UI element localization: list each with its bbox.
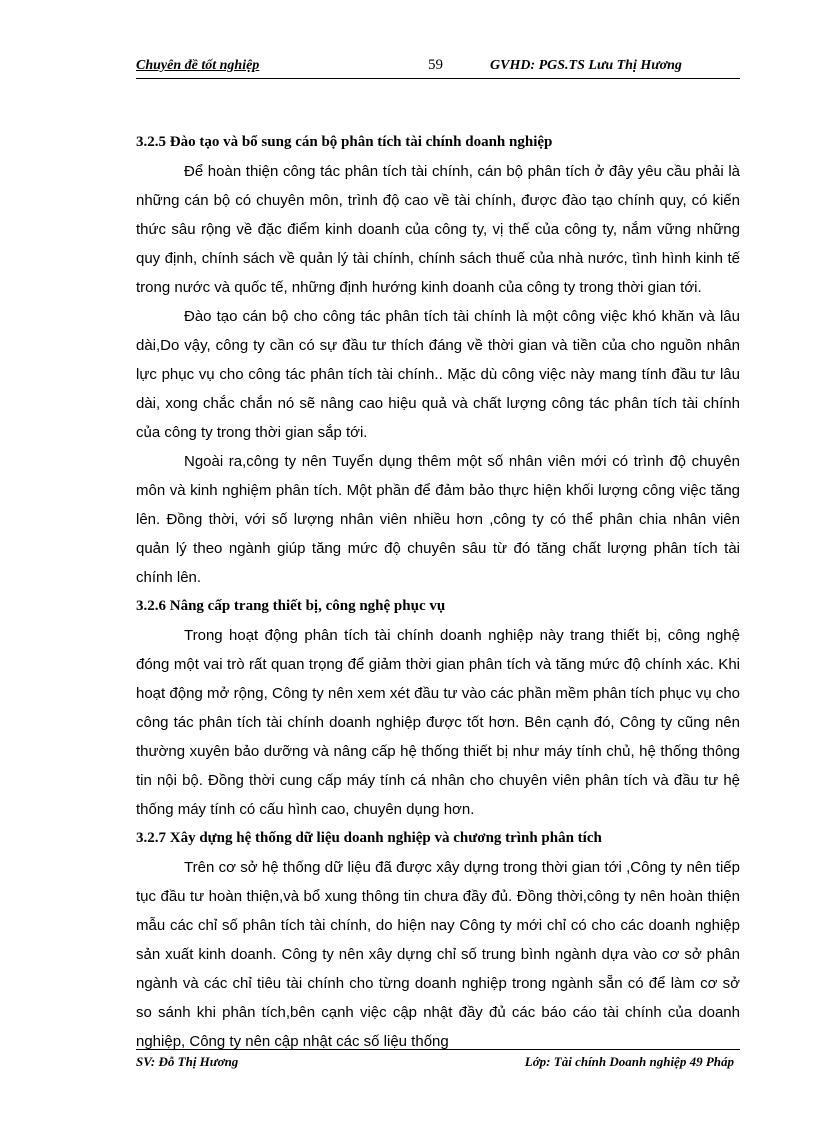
- paragraph: Đào tạo cán bộ cho công tác phân tích tài chính là một công việc khó khăn và lâu dài,Do vậy, công ty cần có sự đầu tư thích đáng về thời gian và tiền của cho nguồn nhân lực phục vụ cho công tác phân tích tài chính.. Mặc dù công việc này mang tính đầu tư lâu dài, xong chắc chắn nó sẽ nâng cao hiệu quả và chất lượng công tác phân tích tài chính của công ty trong thời gian sắp tới.: [136, 308, 740, 441]
- footer-student-name: SV: Đỗ Thị Hương: [136, 1054, 239, 1069]
- paragraph: Để hoàn thiện công tác phân tích tài chính, cán bộ phân tích ở đây yêu cầu phải là những cán bộ có chuyên môn, trình độ cao về tài chính, được đào tạo chính quy, có kiến thức sâu rộng về đặc điểm kinh doanh của công ty, vị thế của công ty, nắm vững những quy định, chính sách về quản lý tài chính, chính sách thuế của nhà nước, tình hình kinh tế trong nước và quốc tế, những định hướng kinh doanh của công ty trong thời gian tới.: [136, 163, 740, 296]
- page-footer: [136, 1049, 740, 1069]
- document-body: [136, 128, 740, 1056]
- section-heading-3-2-7: 3.2.7 Xây dựng hệ thống dữ liệu doanh nghiệp và chương trình phân tích: [136, 830, 602, 846]
- footer-class: Lớp: Tài chính Doanh nghiệp 49 Pháp: [524, 1054, 734, 1069]
- paragraph: Ngoài ra,công ty nên Tuyển dụng thêm một số nhân viên mới có trình độ chuyên môn và kinh nghiệm phân tích. Một phần để đảm bảo thực hiện khối lượng công việc tăng lên. Đồng thời, với số lượng nhân viên nhiều hơn ,công ty có thể phân chia nhân viên quản lý theo ngành giúp tăng mức độ chuyên sâu từ đó tăng chất lượng phân tích tài chính lên.: [136, 453, 740, 586]
- section-heading-3-2-5: 3.2.5 Đào tạo và bổ sung cán bộ phân tích tài chính doanh nghiệp: [136, 134, 553, 150]
- header-supervisor: GVHD: PGS.TS Lưu Thị Hương: [490, 58, 682, 73]
- section-heading-3-2-6: 3.2.6 Nâng cấp trang thiết bị, công nghệ phục vụ: [136, 598, 446, 614]
- page-header: [136, 58, 740, 79]
- header-document-title: Chuyên đề tốt nghiệp: [136, 58, 260, 73]
- page-number: 59: [428, 57, 443, 73]
- paragraph: Trong hoạt động phân tích tài chính doanh nghiệp này trang thiết bị, công nghệ đóng một vai trò rất quan trọng để giảm thời gian phân tích và tăng mức độ chính xác. Khi hoạt động mở rộng, Công ty nên xem xét đầu tư vào các phần mềm phân tích phục vụ cho công tác phân tích tài chính doanh nghiệp được tốt hơn. Bên cạnh đó, Công ty cũng nên thường xuyên bảo dưỡng và nâng cấp hệ thống thiết bị như máy tính chủ, hệ thống thông tin nội bộ. Đồng thời cung cấp máy tính cá nhân cho chuyên viên phân tích và đầu tư hệ thống máy tính có cấu hình cao, chuyên dụng hơn.: [136, 627, 740, 818]
- paragraph: Trên cơ sở hệ thống dữ liệu đã được xây dựng trong thời gian tới ,Công ty nên tiếp tục đầu tư hoàn thiện,và bổ xung thông tin chưa đầy đủ. Đồng thời,công ty nên hoàn thiện mẫu các chỉ số phân tích tài chính, do hiện nay Công ty mới chỉ có cho các doanh nghiệp sản xuất kinh doanh. Công ty nên xây dựng chỉ số trung bình ngành dựa vào cơ sở phân ngành và các chỉ tiêu tài chính cho từng doanh nghiệp trong ngành sẵn có để làm cơ sở so sánh khi phân tích,bên cạnh việc cập nhật đầy đủ các báo cáo tài chính của doanh nghiệp, Công ty nên cập nhật các số liệu thống: [136, 859, 740, 1050]
